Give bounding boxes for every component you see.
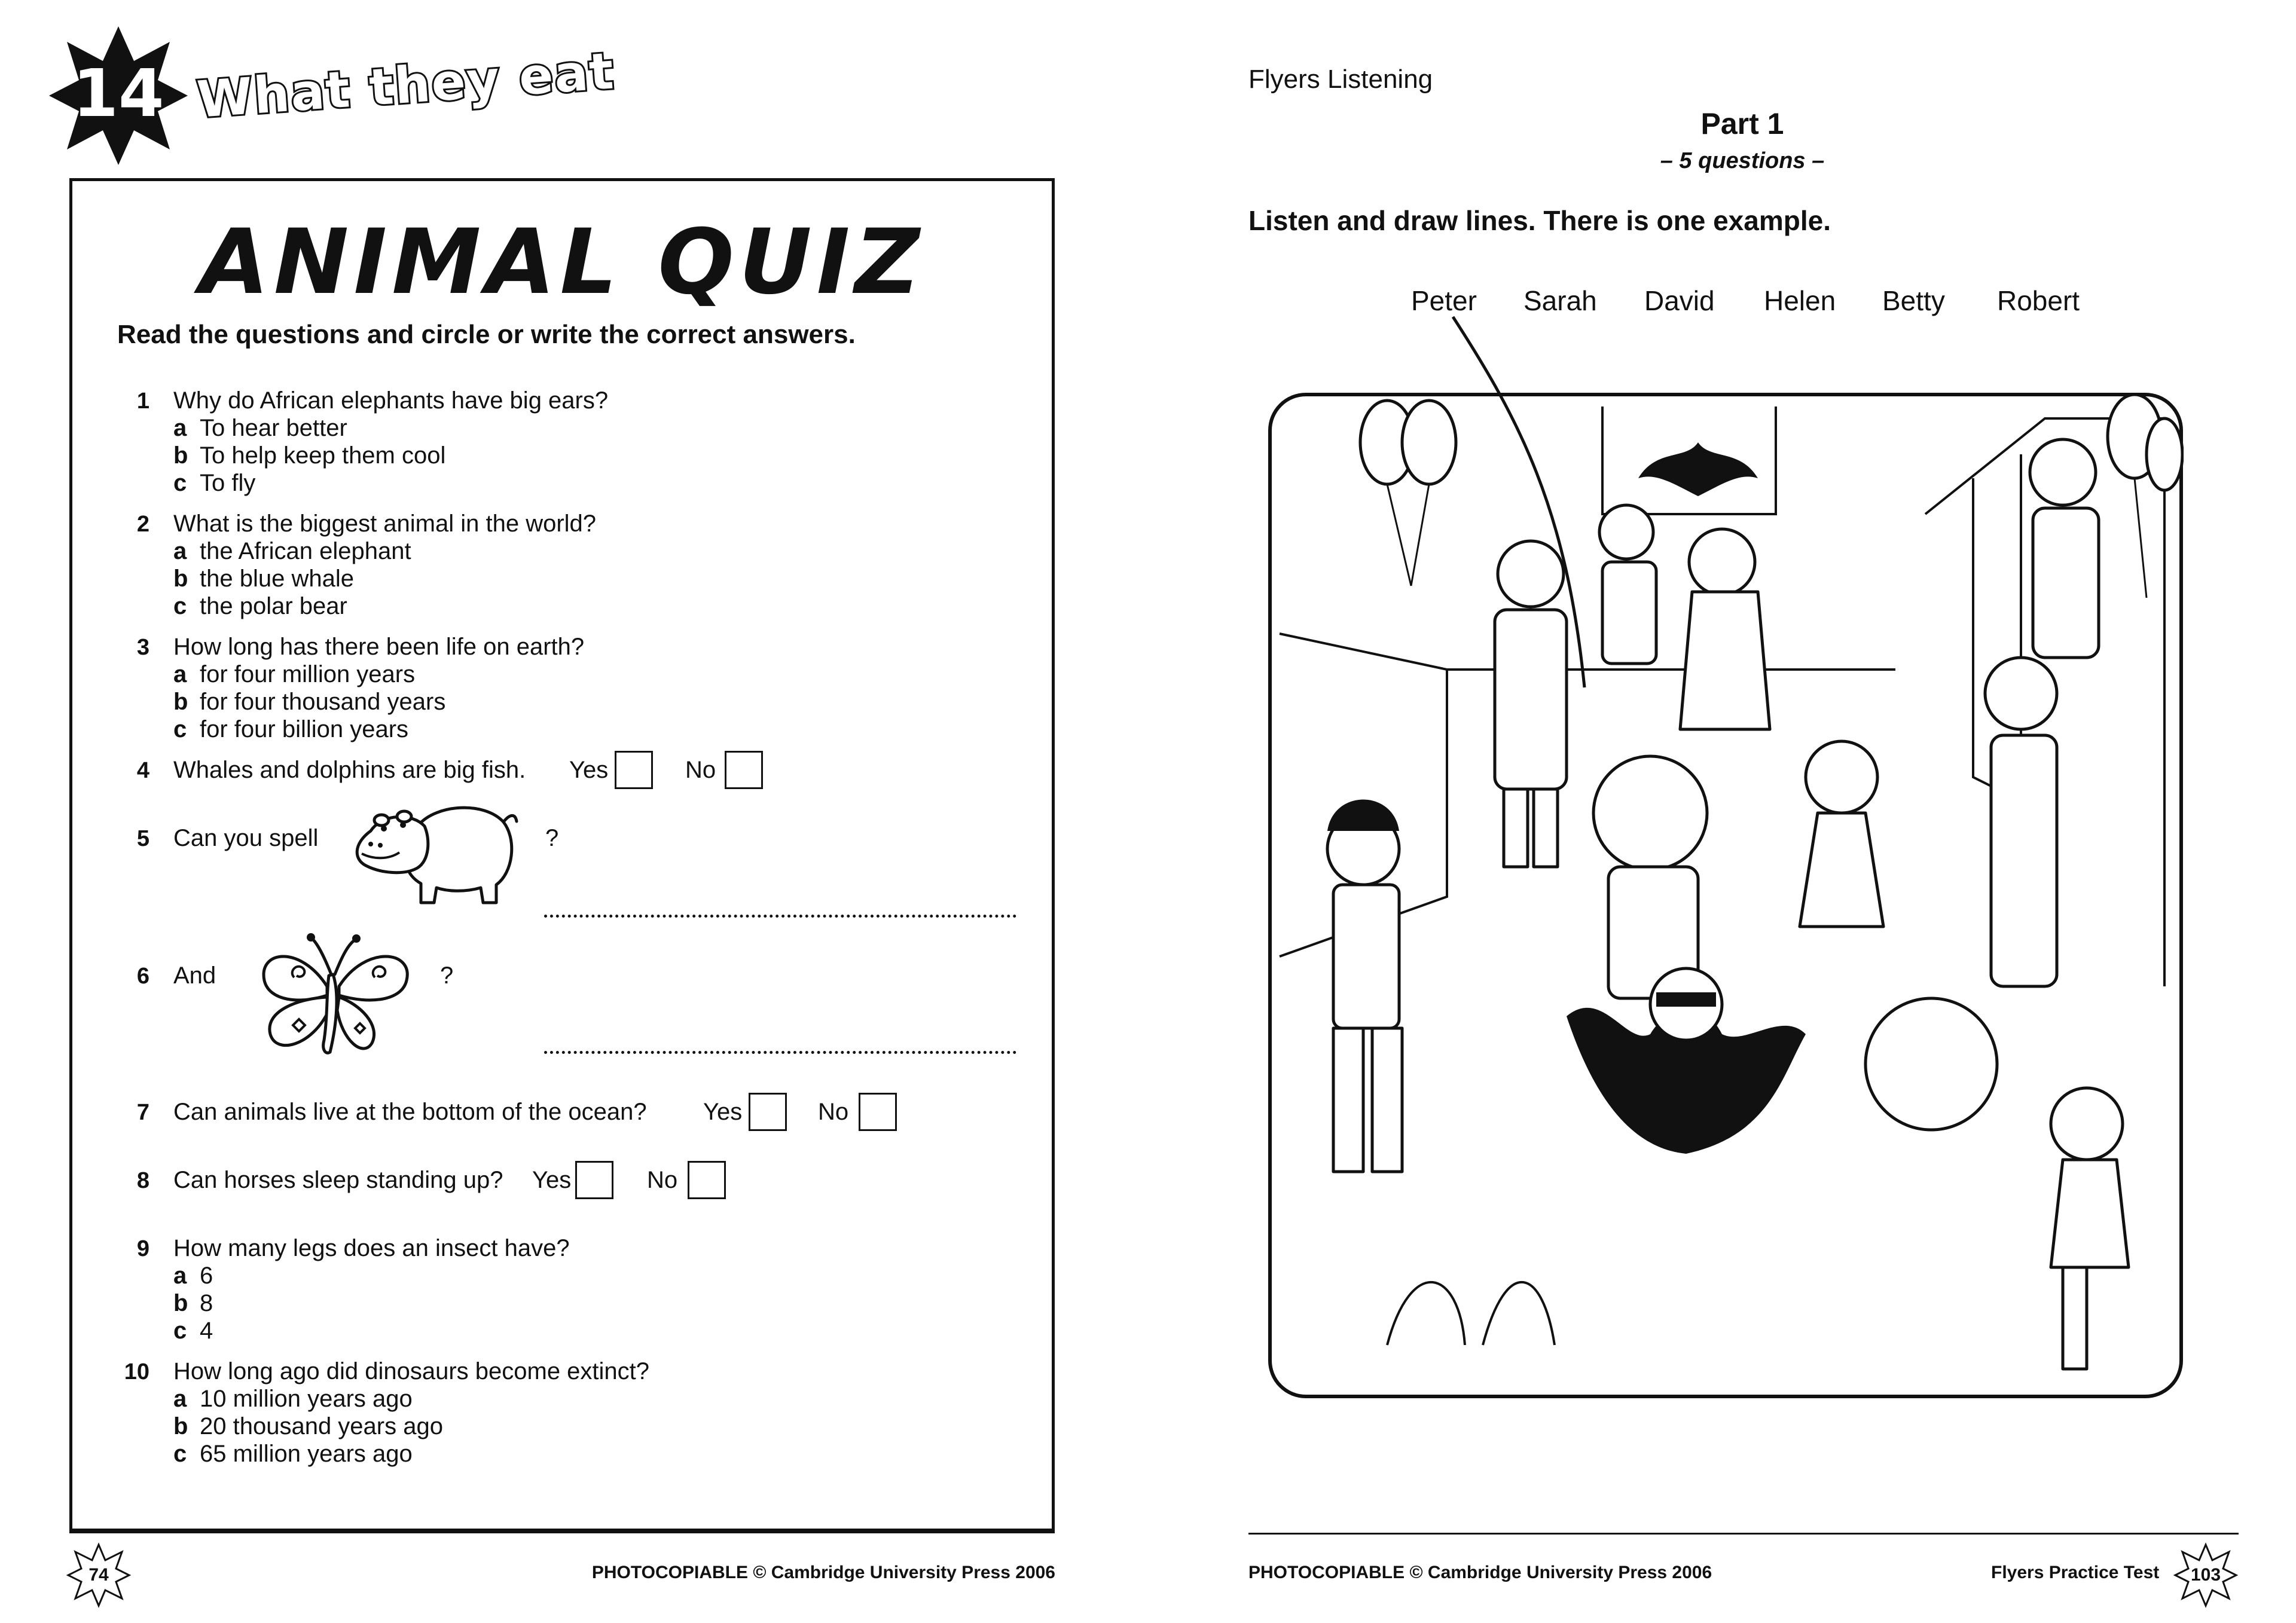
yes-label: Yes: [703, 1099, 743, 1125]
yes-label: Yes: [569, 757, 609, 783]
name-betty[interactable]: Betty: [1882, 285, 1945, 316]
butterfly-icon: [246, 921, 420, 1064]
copyright-notice: PHOTOCOPIABLE © Cambridge University Press 2006: [1248, 1563, 1712, 1582]
answer-line[interactable]: [544, 1051, 1016, 1054]
question-number: 7: [136, 1100, 149, 1125]
answer-option[interactable]: a 10 million years ago: [173, 1386, 413, 1412]
yes-checkbox[interactable]: [749, 1093, 787, 1131]
answer-option[interactable]: a for four million years: [173, 661, 416, 687]
name-robert[interactable]: Robert: [1997, 285, 2080, 316]
page-number: 74: [88, 1565, 109, 1585]
no-checkbox[interactable]: [859, 1093, 897, 1131]
question-text: Can horses sleep standing up?: [173, 1167, 503, 1193]
question-end-mark: ?: [440, 962, 454, 989]
yes-label: Yes: [532, 1167, 572, 1193]
question-number: 1: [136, 389, 149, 414]
question-number: 2: [136, 512, 149, 537]
question-number: 3: [136, 635, 149, 660]
question-number: 4: [136, 758, 149, 783]
answer-option[interactable]: a the African elephant: [173, 538, 411, 564]
answer-option[interactable]: b for four thousand years: [173, 689, 446, 715]
question-end-mark: ?: [545, 825, 559, 851]
answer-option[interactable]: b the blue whale: [173, 566, 354, 592]
quiz-instruction: Read the questions and circle or write the correct answers.: [117, 320, 856, 349]
no-label: No: [685, 757, 716, 783]
name-david[interactable]: David: [1644, 285, 1715, 316]
question-text: How many legs does an insect have?: [173, 1235, 570, 1261]
question-text: And: [173, 962, 216, 989]
unit-title: What they eat: [195, 41, 616, 129]
answer-option[interactable]: b 20 thousand years ago: [173, 1413, 443, 1439]
question-number: 5: [136, 826, 149, 851]
listening-instruction: Listen and draw lines. There is one example.: [1248, 205, 1831, 236]
answer-option[interactable]: c To fly: [173, 470, 256, 496]
example-answer-line: [1447, 311, 1626, 693]
party-scene-illustration[interactable]: [1268, 359, 2184, 1399]
question-number: 10: [124, 1359, 149, 1384]
yes-checkbox[interactable]: [615, 751, 653, 789]
answer-option[interactable]: b 8: [173, 1290, 213, 1316]
answer-option[interactable]: b To help keep them cool: [173, 442, 446, 469]
copyright-notice: PHOTOCOPIABLE © Cambridge University Press 2006: [591, 1563, 1055, 1582]
question-number: 8: [136, 1168, 149, 1193]
question-number: 6: [136, 964, 149, 989]
part-subtitle: – 5 questions –: [1660, 148, 1825, 173]
question-text: How long has there been life on earth?: [173, 634, 585, 660]
page-number: 103: [2190, 1565, 2221, 1585]
question-text: What is the biggest animal in the world?: [173, 511, 597, 537]
answer-option[interactable]: c for four billion years: [173, 716, 409, 742]
part-title: Part 1: [1700, 107, 1784, 140]
quiz-frame: [69, 178, 1055, 1532]
quiz-title: ANIMAL QUIZ: [199, 210, 925, 314]
book-title: Flyers Practice Test: [1991, 1563, 2160, 1582]
hippo-icon: [347, 789, 520, 909]
footer-rule: [69, 1532, 1055, 1533]
name-helen[interactable]: Helen: [1764, 285, 1836, 316]
footer-rule: [1248, 1533, 2239, 1535]
answer-option[interactable]: a To hear better: [173, 415, 347, 441]
question-text: Whales and dolphins are big fish.: [173, 757, 526, 783]
answer-option[interactable]: c the polar bear: [173, 593, 347, 619]
question-text: Can you spell: [173, 825, 319, 851]
answer-option[interactable]: a 6: [173, 1263, 213, 1289]
no-label: No: [647, 1167, 678, 1193]
no-checkbox[interactable]: [725, 751, 763, 789]
no-checkbox[interactable]: [688, 1161, 726, 1199]
no-label: No: [818, 1099, 849, 1125]
question-number: 9: [136, 1236, 149, 1261]
question-text: How long ago did dinosaurs become extinct?: [173, 1358, 650, 1384]
answer-line[interactable]: [544, 915, 1016, 918]
answer-option[interactable]: c 65 million years ago: [173, 1441, 413, 1467]
section-label: Flyers Listening: [1248, 65, 1433, 94]
name-sarah[interactable]: Sarah: [1523, 285, 1597, 316]
yes-checkbox[interactable]: [575, 1161, 613, 1199]
question-text: Why do African elephants have big ears?: [173, 387, 609, 414]
question-text: Can animals live at the bottom of the ocean?: [173, 1099, 647, 1125]
answer-option[interactable]: c 4: [173, 1318, 213, 1344]
name-peter[interactable]: Peter: [1411, 285, 1477, 316]
unit-number: 14: [72, 55, 164, 132]
